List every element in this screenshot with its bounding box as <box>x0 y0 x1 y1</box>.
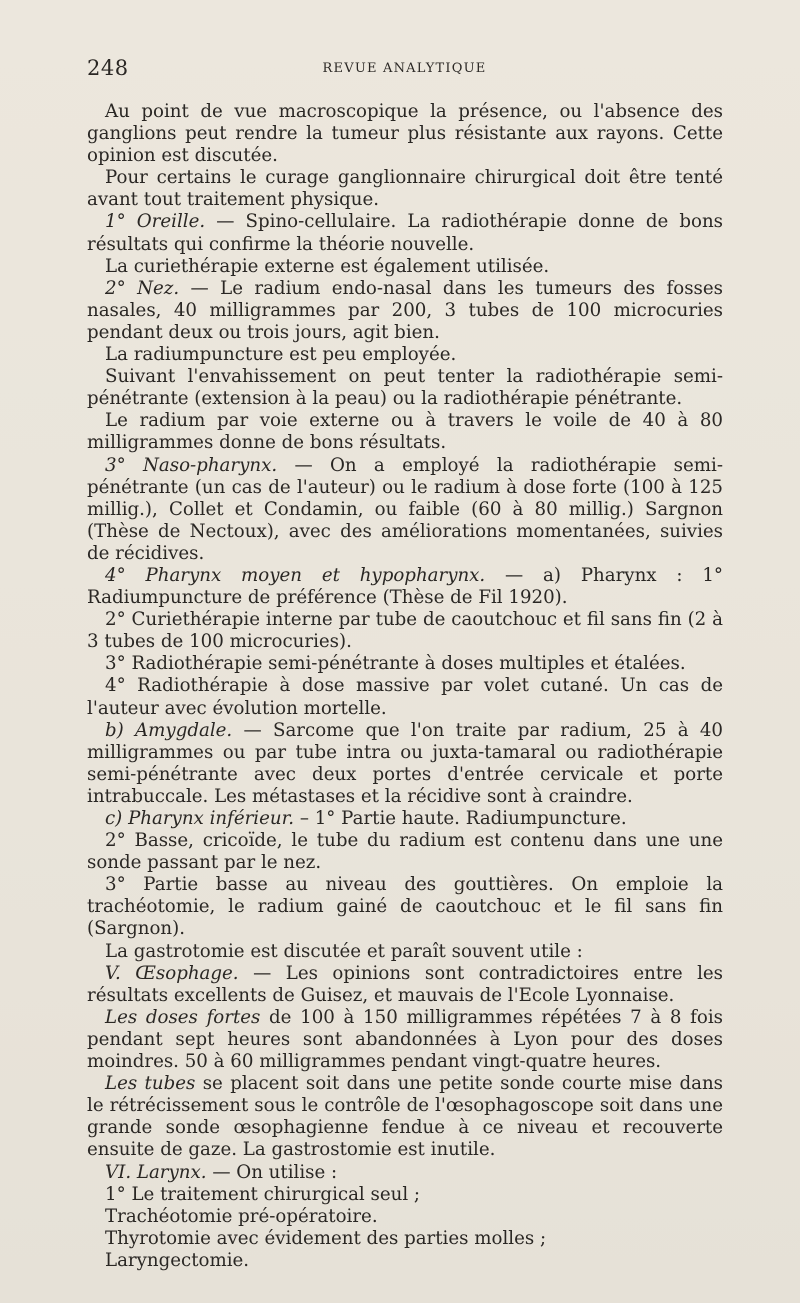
paragraph-lead: 2° Nez. <box>105 277 180 299</box>
paragraph-lead: Les doses fortes <box>105 1006 261 1028</box>
paragraph-text: — Spino-cellulaire. La radiothérapie donne de bons résultats qui confirme la théorie nouvelle. <box>87 211 724 255</box>
paragraph-lead: c) Pharynx inférieur. <box>105 808 295 829</box>
paragraph <box>87 1184 723 1206</box>
paragraph <box>87 1228 723 1250</box>
paragraph <box>87 941 723 963</box>
paragraph <box>87 455 723 565</box>
paragraph <box>87 963 723 1007</box>
paragraph-text: — a) Pharynx : 1° Radiumpuncture de préférence (Thèse de Fil 1920). <box>87 564 723 609</box>
paragraph-text: Thyrotomie avec évidement des parties molles ; <box>105 1227 547 1249</box>
paragraph <box>87 1206 723 1228</box>
paragraph <box>87 565 723 609</box>
paragraph <box>87 609 723 653</box>
paragraph-lead: 3° Naso-pharynx. <box>105 454 278 476</box>
paragraph-text: 1° Le traitement chirurgical seul ; <box>105 1183 421 1205</box>
paragraph-text: — Sarcome que l'on traite par radium, 25 à 40 milligrammes ou par tube intra ou juxta-tamaral ou radiothérapie semi-pénétrante avec deux portes d'entrée cervicale et porte intrabuccale. Les métastases et la récidive sont à craindre. <box>87 719 723 807</box>
paragraph <box>87 675 723 719</box>
paragraph-text: La curiethérapie externe est également utilisée. <box>105 255 550 277</box>
paragraph-text: Au point de vue macroscopique la présence, ou l'absence des ganglions peut rendre la tumeur plus résistante aux rayons. Cette opinion est discutée. <box>87 101 723 167</box>
paragraph-text: — Le radium endo-nasal dans les tumeurs des fosses nasales, 40 milligrammes par 200, 3 tubes de 100 microcuries pendant deux ou trois jours, agit bien. <box>87 277 723 343</box>
paragraph-text: – 1° Partie haute. Radiumpuncture. <box>294 808 627 829</box>
paragraph <box>87 211 723 255</box>
paragraph-text: — Les opinions sont contradictoires entre les résultats excellents de Guisez, et mauvais de l'Ecole Lyonnaise. <box>87 962 724 1006</box>
paragraph <box>87 366 723 410</box>
paragraph-text: — On utilise : <box>206 1161 338 1183</box>
paragraph-text: Le radium par voie externe ou à travers le voile de 40 à 80 milligrammes donne de bons résultats. <box>87 410 723 454</box>
page-header <box>87 56 722 80</box>
paragraph-lead: VI. Larynx. <box>105 1161 207 1183</box>
paragraph <box>87 1073 723 1161</box>
paragraph <box>87 344 723 366</box>
paragraph-text: 2° Basse, cricoïde, le tube du radium est contenu dans une une sonde passant par le nez. <box>87 830 723 874</box>
paragraph-text: Trachéotomie pré-opératoire. <box>105 1205 378 1227</box>
paragraph <box>87 167 723 211</box>
paragraph-text: 2° Curiethérapie interne par tube de caoutchouc et fil sans fin (2 à 3 tubes de 100 microcuries). <box>87 609 723 653</box>
paragraph <box>87 720 723 808</box>
paragraph <box>87 256 723 278</box>
paragraph <box>87 808 723 830</box>
paragraph-lead: Les tubes <box>105 1073 196 1095</box>
paragraph-text: de 100 à 150 milligrammes répétées 7 à 8 fois pendant sept heures sont abandonnées à Lyon pour des doses moindres. 50 à 60 milligrammes pendant vingt-quatre heures. <box>87 1006 724 1073</box>
paragraph-text: Laryngectomie. <box>105 1249 250 1271</box>
paragraph-lead: 1° Oreille. <box>105 211 206 233</box>
paragraph-text: 3° Partie basse au niveau des gouttières. On emploie la trachéotomie, le radium gainé de caoutchouc et le fil sans fin (Sargnon). <box>87 874 723 940</box>
running-title: REVUE ANALYTIQUE <box>322 61 487 76</box>
paragraph <box>87 101 723 167</box>
paragraph <box>87 278 723 344</box>
paragraph <box>87 1007 723 1073</box>
paragraph <box>87 830 723 874</box>
paragraph-lead: V. Œsophage. <box>105 962 239 984</box>
paragraph-text: se placent soit dans une petite sonde courte mise dans le rétrécissement sous le contrôle de l'œsophagoscope soit dans une grande sonde œsophagienne fendue à ce niveau et recouverte ensuite de gaze. La gastrostomie est inutile. <box>87 1073 723 1161</box>
paragraph <box>87 410 723 454</box>
paragraph-text: — On a employé la radiothérapie semi-pénétrante (un cas de l'auteur) ou le radium à dose forte (100 à 125 millig.), Collet et Condamin, ou faible (60 à 80 millig.) Sargnon (Thèse de Nectoux), avec des améliorations momentanées, suivies de récidives. <box>87 454 723 564</box>
paragraph <box>87 874 723 940</box>
paragraph-lead: 4° Pharynx moyen et hypopharynx. <box>105 564 486 586</box>
body-text <box>87 101 723 1272</box>
paragraph-text: La radiumpuncture est peu employée. <box>105 344 457 366</box>
paragraph <box>87 1162 723 1184</box>
paragraph-text: La gastrotomie est discutée et paraît souvent utile : <box>105 940 583 962</box>
paragraph-text: 3° Radiothérapie semi-pénétrante à doses multiples et étalées. <box>105 653 686 675</box>
paragraph-lead: b) Amygdale. <box>105 719 233 741</box>
paragraph-text: Suivant l'envahissement on peut tenter la radiothérapie semi-pénétrante (extension à la peau) ou la radiothérapie pénétrante. <box>87 366 723 410</box>
paragraph-text: 4° Radiothérapie à dose massive par volet cutané. Un cas de l'auteur avec évolution mortelle. <box>87 675 723 719</box>
paragraph <box>87 1250 723 1272</box>
paragraph-text: Pour certains le curage ganglionnaire chirurgical doit être tenté avant tout traitement physique. <box>87 167 723 211</box>
page-number: 248 <box>87 56 129 80</box>
paragraph <box>87 653 723 675</box>
